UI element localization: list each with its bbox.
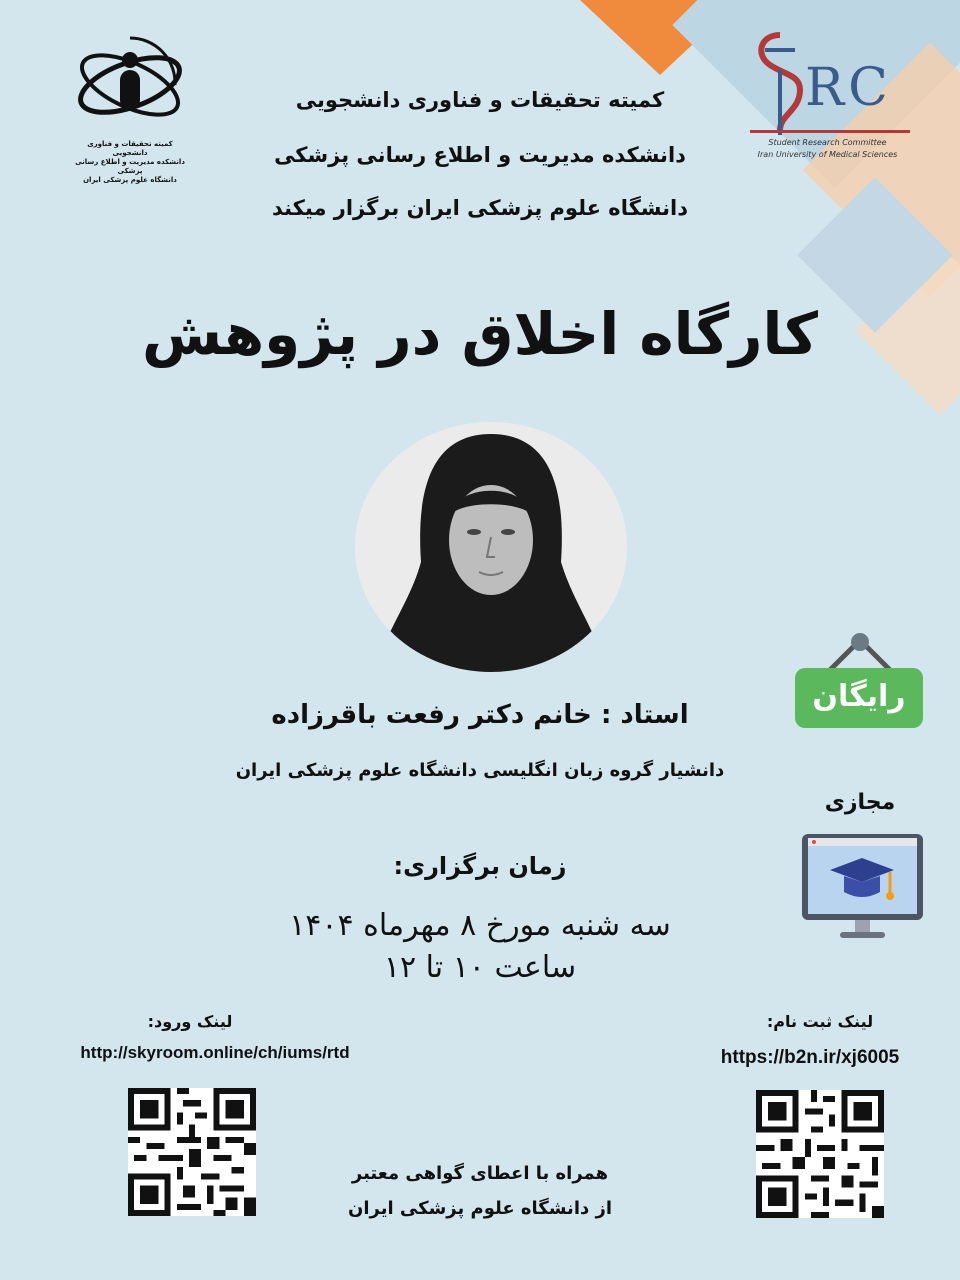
src-line1: Student Research Committee <box>768 138 887 147</box>
instructor-photo <box>355 422 627 672</box>
online-class-icon <box>800 832 925 944</box>
instructor-position: دانشیار گروه زبان انگلیسی دانشگاه علوم پزشکی ایران <box>235 760 725 781</box>
entry-link-url[interactable]: http://skyroom.online/ch/iums/rtd <box>80 1043 350 1062</box>
src-logo <box>745 30 915 170</box>
mode-label: مجازی <box>824 790 896 815</box>
header-line-3: دانشگاه علوم پزشکی ایران برگزار میکند <box>271 196 689 220</box>
logo-caption-3: دانشگاه علوم پزشکی ایران <box>83 176 177 184</box>
certificate-line-1: همراه با اعطای گواهی معتبر <box>351 1163 609 1184</box>
src-letters: RC <box>805 58 892 118</box>
caduceus-icon <box>750 30 810 140</box>
header-line-2: دانشکده مدیریت و اطلاع رسانی پزشکی <box>274 143 686 167</box>
research-committee-logo <box>70 30 190 184</box>
logo-caption-1: کمیته تحقیقات و فناوری دانشجویی <box>87 140 173 157</box>
workshop-title: کارگاه اخلاق در پژوهش <box>141 300 819 368</box>
register-link-label: لینک ثبت نام: <box>766 1012 874 1031</box>
free-sign <box>795 630 925 730</box>
certificate-line-2: از دانشگاه علوم پزشکی ایران <box>347 1198 613 1219</box>
logo-caption-2: دانشکده مدیریت و اطلاع رسانی پزشکی <box>75 158 185 175</box>
portrait-image <box>355 422 627 672</box>
entry-qr-code[interactable] <box>128 1088 256 1216</box>
entry-link-label: لینک ورود: <box>147 1012 233 1031</box>
schedule-date: سه شنبه مورخ ۸ مهرماه ۱۴۰۴ <box>289 908 671 943</box>
src-underline <box>750 130 910 133</box>
instructor-name: استاد : خانم دکتر رفعت باقرزاده <box>271 700 689 730</box>
free-badge: رایگان <box>795 668 923 728</box>
header-line-1: کمیته تحقیقات و فناوری دانشجویی <box>295 88 665 112</box>
emblem-icon <box>70 30 190 140</box>
register-qr-code[interactable] <box>756 1090 884 1218</box>
schedule-label: زمان برگزاری: <box>393 852 567 880</box>
register-link-url[interactable]: https://b2n.ir/xj6005 <box>720 1047 900 1068</box>
src-line2: Iran University of Medical Sciences <box>757 150 898 159</box>
schedule-time: ساعت ۱۰ تا ۱۲ <box>383 950 577 985</box>
